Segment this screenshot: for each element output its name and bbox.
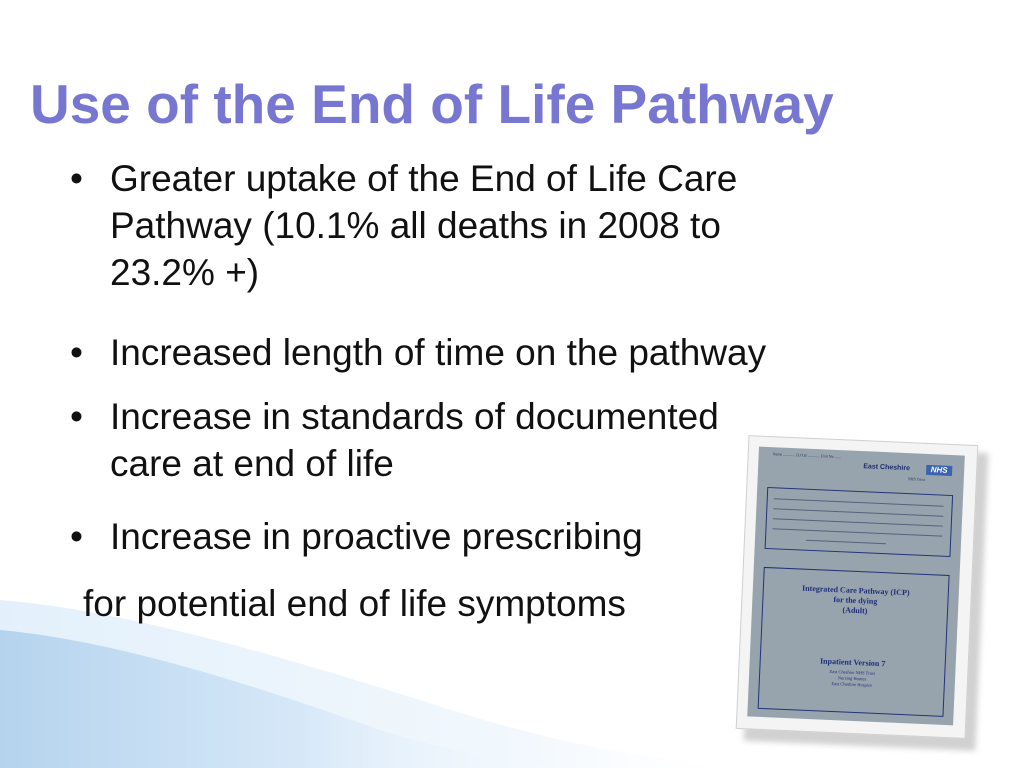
document-page <box>747 447 965 726</box>
bullet-line: Increase in standards of documented <box>110 396 719 437</box>
icp-title-line: for the dying <box>833 594 878 606</box>
trust-name: East Cheshire <box>863 463 911 473</box>
bullet-marker: • <box>70 396 83 437</box>
bullet-text <box>110 329 930 376</box>
photo-frame <box>736 435 979 739</box>
bullet-line: Pathway (10.1% all deaths in 2008 to <box>110 205 721 246</box>
bullet-marker: • <box>70 158 83 199</box>
form-field-line <box>772 528 942 536</box>
icp-document-photo <box>742 440 984 745</box>
bullet-marker: • <box>70 516 83 557</box>
document-header-tiny: Name ............ D.O.B ............ Unit No ...... <box>772 451 841 460</box>
icp-title-line: Integrated Care Pathway (ICP) <box>801 583 910 598</box>
bullet-marker: • <box>70 332 83 373</box>
version-title: Inpatient Version 7 <box>819 656 886 669</box>
icp-title-line: (Adult) <box>842 605 868 616</box>
icp-title-box <box>758 567 950 717</box>
icp-title <box>763 582 948 620</box>
bullet-line: Greater uptake of the End of Life Care <box>110 158 738 199</box>
form-field-line <box>773 508 943 516</box>
form-field-line <box>774 498 944 506</box>
form-field-line <box>773 518 943 526</box>
bullet-line: care at end of life <box>110 443 394 484</box>
version-subtitle-line: Nursing Homes <box>837 675 867 682</box>
trust-subtitle: NHS Trust <box>907 476 926 482</box>
nhs-logo: NHS <box>926 465 952 476</box>
bullet-text <box>110 155 930 296</box>
bullet-line: Increase in proactive prescribing <box>110 516 643 557</box>
patient-details-box <box>765 487 954 557</box>
slide-title: Use of the End of Life Pathway <box>30 73 834 135</box>
bullet-line: Increased length of time on the pathway <box>110 332 767 373</box>
version-subtitle-line: East Cheshire Hospice <box>831 680 873 688</box>
version-subtitle-line: East Cheshire NHS Trust <box>829 668 876 676</box>
form-field-line <box>806 540 886 544</box>
continuation-text: for potential end of life symptoms <box>83 583 626 624</box>
bullet-line: 23.2% +) <box>110 252 260 293</box>
